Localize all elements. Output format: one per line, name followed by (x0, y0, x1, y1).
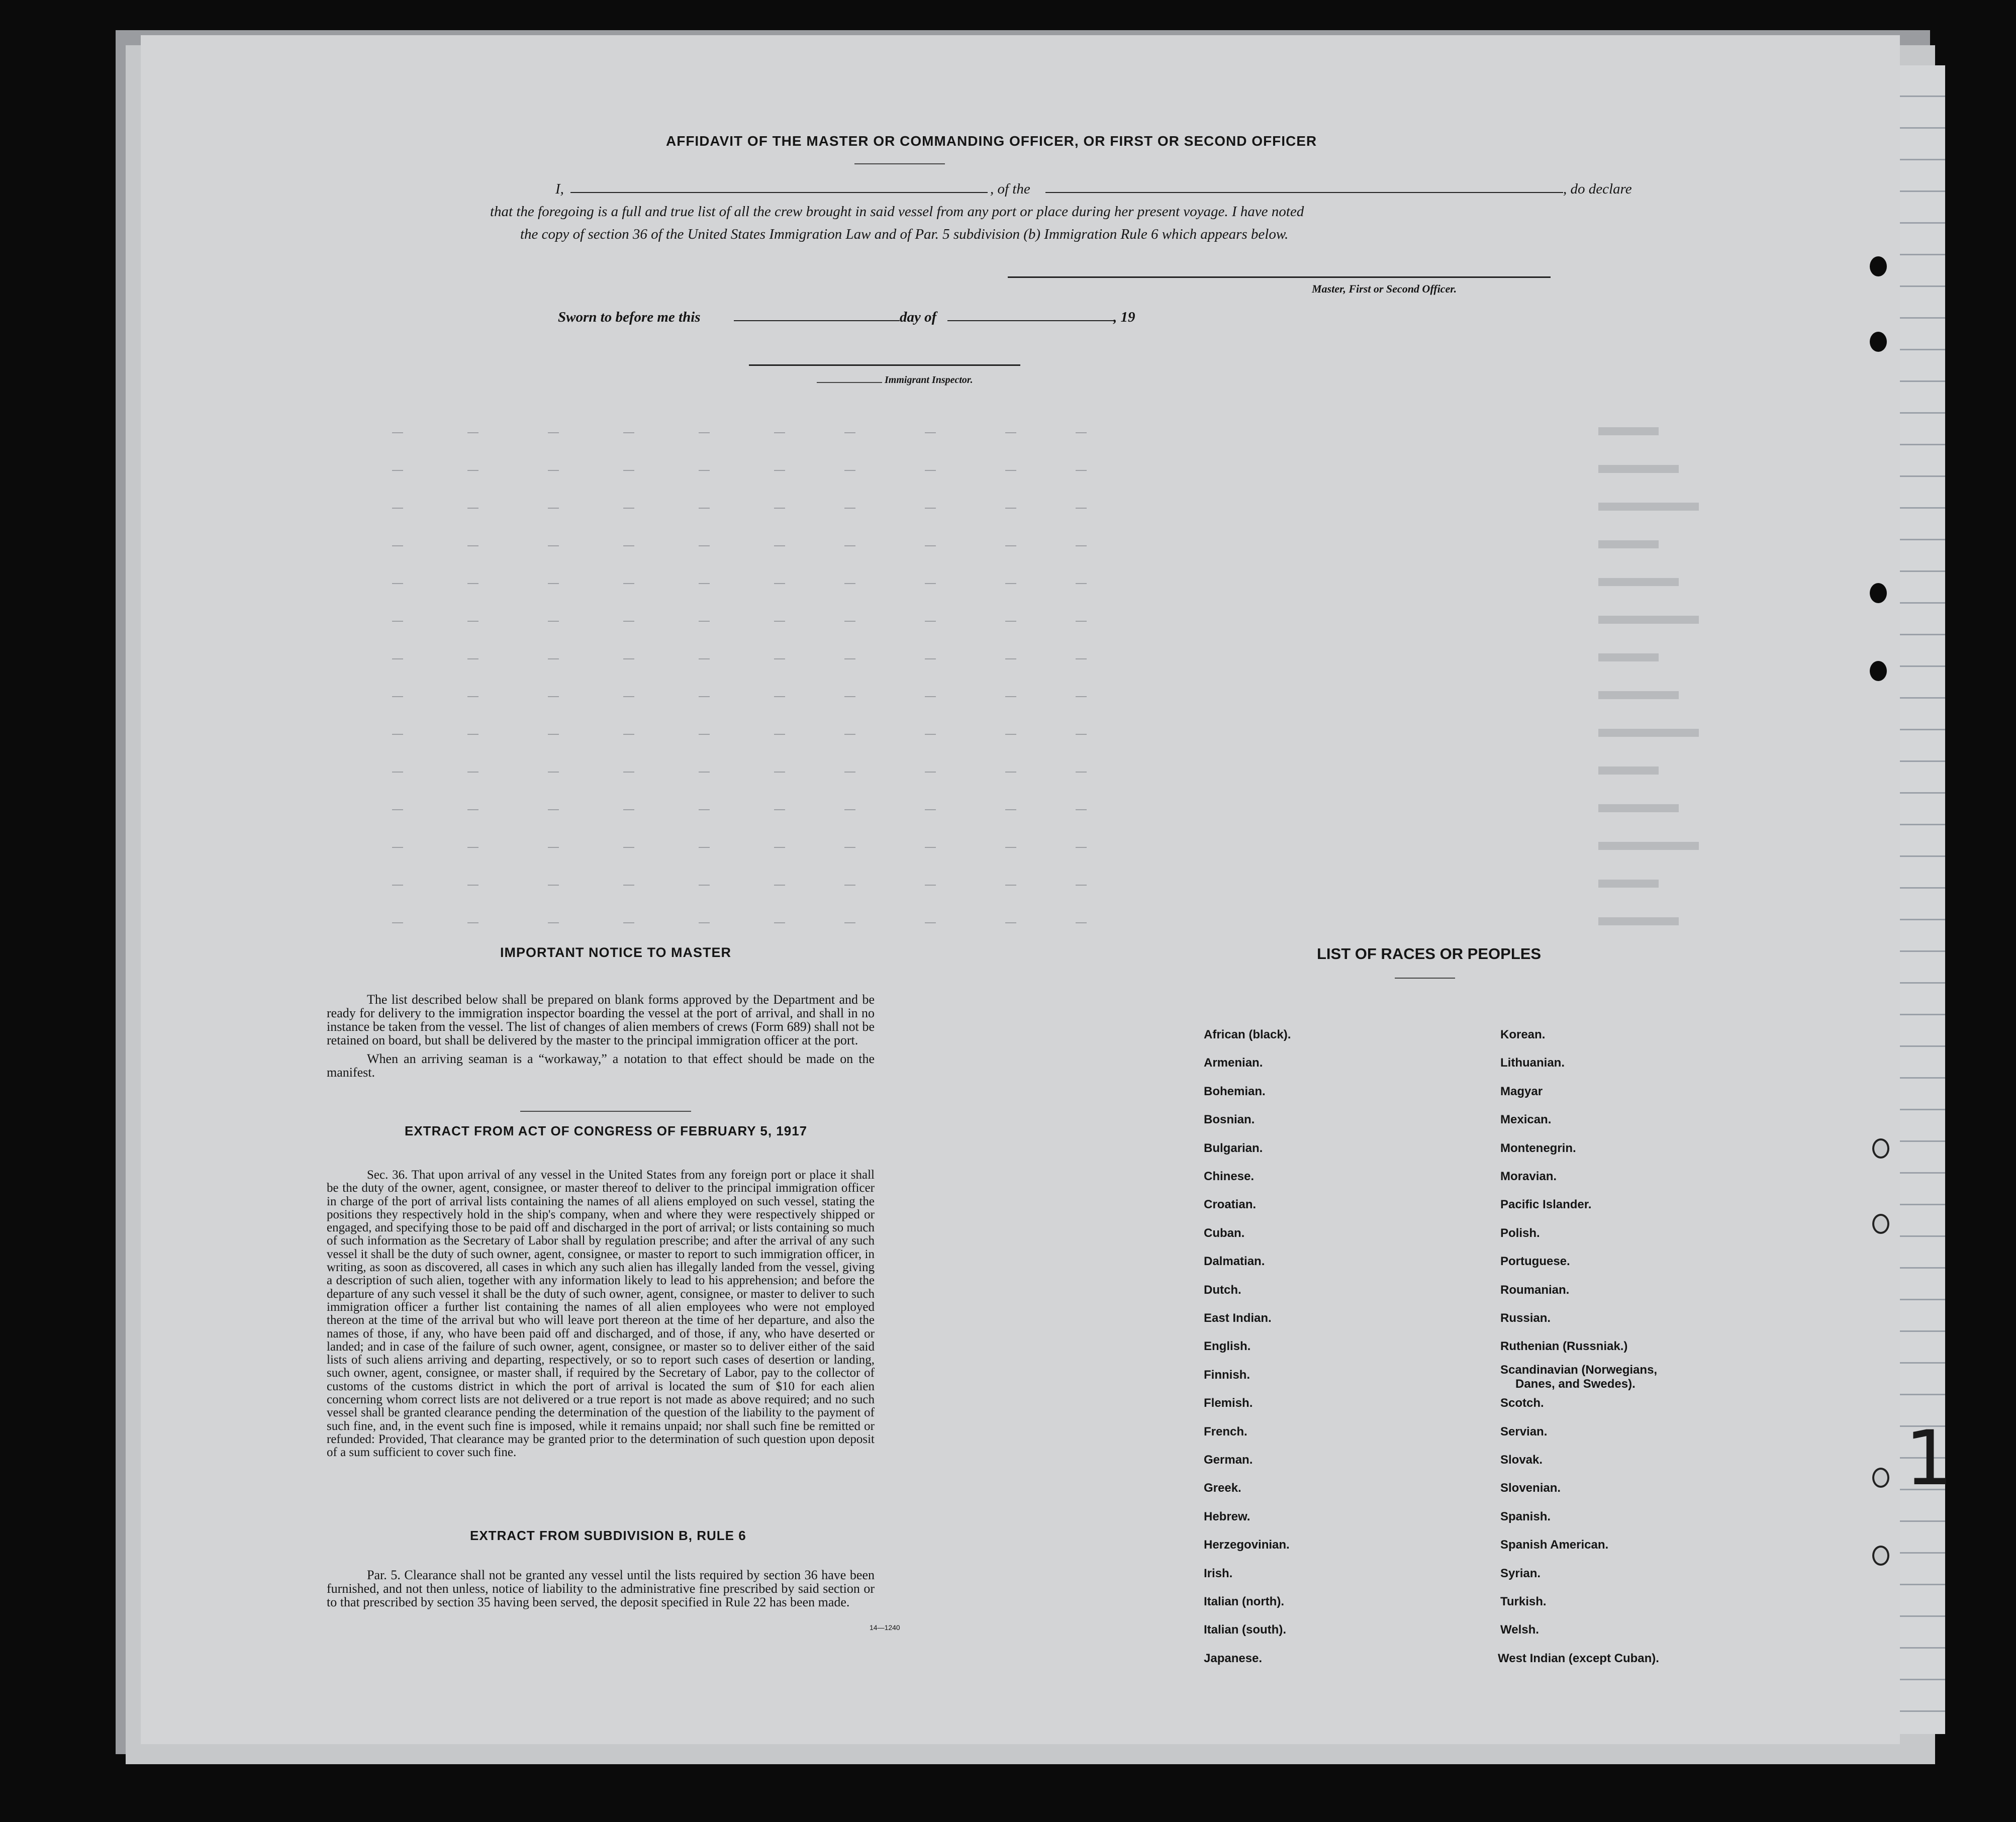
bleed-through-dash (548, 885, 559, 886)
race-item: Greek. (1204, 1481, 1241, 1495)
bleed-through-dash (467, 847, 478, 848)
race-item: Croatian. (1204, 1198, 1257, 1212)
bleed-through-text (1598, 917, 1679, 925)
bleed-through-text (1598, 804, 1679, 812)
binder-hole (1872, 1468, 1889, 1488)
bleed-through-dash (699, 470, 710, 471)
race-item: Ruthenian (Russniak.) (1500, 1339, 1628, 1354)
race-item: Spanish. (1500, 1509, 1551, 1523)
bleed-through-dash (844, 696, 855, 697)
binder-hole (1870, 332, 1887, 352)
vessel-name-line[interactable] (1045, 192, 1563, 193)
race-item: Moravian. (1500, 1170, 1557, 1183)
race-item-continuation: Danes, and Swedes). (1515, 1377, 1636, 1391)
bleed-through-dash (925, 885, 936, 886)
bleed-through-dash (623, 658, 634, 659)
bleed-through-dash (548, 432, 559, 433)
bleed-through-dash (1076, 508, 1087, 509)
bleed-through-dash (623, 847, 634, 848)
rule-extract-title: EXTRACT FROM SUBDIVISION B, RULE 6 (470, 1528, 746, 1543)
race-item: Finnish. (1204, 1368, 1250, 1382)
bleed-through-dash (1076, 583, 1087, 584)
bleed-through-dash (844, 847, 855, 848)
bleed-through-text (1598, 691, 1679, 699)
race-item: Scotch. (1500, 1396, 1544, 1410)
bleed-through-dash (774, 734, 785, 735)
bleed-through-dash (548, 809, 559, 810)
bleed-through-dash (844, 885, 855, 886)
bleed-through-dash (548, 470, 559, 471)
bleed-through-dash (392, 583, 403, 584)
bleed-through-dash (1076, 470, 1087, 471)
form-sheet (141, 35, 1953, 1744)
bleed-through-text (1598, 653, 1659, 661)
race-item: Italian (south). (1204, 1623, 1286, 1637)
race-item: Bulgarian. (1204, 1141, 1263, 1155)
bleed-through-dash (925, 432, 936, 433)
bleed-through-text (1598, 540, 1659, 548)
bleed-through-dash (925, 696, 936, 697)
bleed-through-dash (699, 432, 710, 433)
sworn-month-line[interactable] (947, 320, 1113, 321)
declarant-name-line[interactable] (570, 192, 988, 193)
bleed-through-dash (467, 658, 478, 659)
race-item: Slovak. (1500, 1453, 1543, 1467)
bleed-through-text (1598, 766, 1659, 775)
race-item: Russian. (1500, 1311, 1551, 1325)
bleed-through-dash (699, 847, 710, 848)
bleed-through-dash (699, 809, 710, 810)
bleed-through-dash (925, 470, 936, 471)
race-item: Magyar (1500, 1084, 1543, 1098)
race-item: Flemish. (1204, 1396, 1253, 1410)
race-item: Servian. (1500, 1424, 1548, 1439)
binder-hole (1870, 256, 1887, 276)
bleed-through-dash (467, 734, 478, 735)
races-rule (1395, 978, 1455, 979)
bleed-through-dash (467, 922, 478, 923)
race-item: Roumanian. (1500, 1283, 1570, 1297)
bleed-through-dash (844, 658, 855, 659)
bleed-through-dash (844, 545, 855, 546)
bleed-through-dash (1076, 847, 1087, 848)
bleed-through-dash (1005, 545, 1016, 546)
bleed-through-dash (925, 621, 936, 622)
day-of-label: day of (900, 309, 937, 325)
bleed-through-dash (623, 696, 634, 697)
race-item: Chinese. (1204, 1170, 1255, 1183)
bleed-through-dash (1076, 696, 1087, 697)
bleed-through-dash (925, 658, 936, 659)
affidavit-of-the: , of the (990, 181, 1030, 197)
race-item: West Indian (except Cuban). (1498, 1651, 1659, 1665)
bleed-through-dash (1005, 470, 1016, 471)
notice-text (327, 993, 875, 1084)
bleed-through-dash (392, 621, 403, 622)
bleed-through-dash (548, 696, 559, 697)
bleed-through-dash (774, 885, 785, 886)
bleed-through-dash (699, 621, 710, 622)
bleed-through-dash (392, 545, 403, 546)
bleed-through-dash (548, 545, 559, 546)
margin-handwritten-mark: 1 (1905, 1415, 1953, 1502)
bleed-through-dash (699, 583, 710, 584)
race-item: Bosnian. (1204, 1113, 1255, 1127)
bleed-through-dash (699, 658, 710, 659)
race-item: French. (1204, 1424, 1247, 1439)
bleed-through-dash (467, 432, 478, 433)
bleed-through-dash (623, 432, 634, 433)
bleed-through-dash (548, 621, 559, 622)
bleed-through-dash (1005, 847, 1016, 848)
bleed-through-dash (623, 583, 634, 584)
year-label: , 19 (1113, 309, 1135, 325)
bleed-through-dash (623, 508, 634, 509)
bleed-through-dash (623, 470, 634, 471)
race-item: English. (1204, 1339, 1251, 1354)
bleed-through-dash (392, 508, 403, 509)
bleed-through-text (1598, 427, 1659, 435)
master-signature-line[interactable] (1008, 276, 1551, 278)
race-item: Armenian. (1204, 1056, 1263, 1070)
notice-paragraph-1: The list described below shall be prepared on blank forms approved by the Department and be ready for delivery to the immigration inspector boarding the vessel at the port of arrival, and shall in no instance be taken from the vessel. The list of changes of alien members of crews (Form 689) shall not be retained on board, but shall be delivered by the master to the principal immigration officer at the port. (327, 992, 875, 1047)
bleed-through-dash (467, 583, 478, 584)
bleed-through-dash (844, 734, 855, 735)
race-item: Lithuanian. (1500, 1056, 1565, 1070)
race-item: African (black). (1204, 1028, 1291, 1041)
inspector-short-line (817, 382, 882, 383)
bleed-through-dash (548, 922, 559, 923)
bleed-through-dash (623, 809, 634, 810)
bleed-through-dash (392, 470, 403, 471)
bleed-through-text (1598, 465, 1679, 473)
races-title: LIST OF RACES OR PEOPLES (1317, 945, 1542, 963)
race-item: Dalmatian. (1204, 1255, 1265, 1269)
title-rule (854, 163, 945, 164)
affidavit-declare: , do declare (1563, 181, 1632, 197)
bleed-through-dash (774, 658, 785, 659)
bleed-through-dash (392, 772, 403, 773)
race-item: Slovenian. (1500, 1481, 1561, 1495)
bleed-through-dash (774, 696, 785, 697)
act-extract-paragraph: Sec. 36. That upon arrival of any vessel in the United States from any foreign port or place it shall be the duty of the owner, agent, consignee, or master thereof to deliver to the principal immigration officer in charge of the port of arrival lists containing the names of all aliens employed on such vessel, stating the positions they respectively hold in the ship's company, when and where they were respectively shipped or engaged, and specifying those to be paid off and discharged in the port of arrival; or lists containing so much of such information as the Secretary of Labor shall by regulation prescribe; and after the arrival of any such vessel it shall be the duty of such owner, agent, consignee, or master to report to such immigration officer, in writing, as soon as discovered, all cases in which any such alien has illegally landed from the vessel, giving a description of such alien, together with any information likely to lead to his apprehension; and before the departure of any such vessel it shall be the duty of such owner, agent, consignee, or master to deliver to such immigration officer a further list containing the names of all alien employees who were not employed thereon at the time of the arrival but who will leave port thereon at the time of her departure, and also the names of those, if any, who have been paid off and discharged, and of those, if any, who have deserted or landed; and in case of the failure of such owner, agent, consignee, or master so to deliver either of the said lists of such aliens arriving and departing, respectively, or so to report such cases of desertion or landing, such owner, agent, consignee, or master shall, if required by the Secretary of Labor, pay to the collector of customs of the customs district in which the port of arrival is located the sum of $10 for each alien concerning whom correct lists are not delivered or a true report is not made as above required; and no such vessel shall be granted clearance pending the determination of the question of the liability to the payment of such fine, and, in the event such fine is imposed, while it remains unpaid; nor shall such fine be remitted or refunded: Provided, That clearance may be granted prior to the determination of such question upon deposit of a sum sufficient to cover such fine. (327, 1168, 875, 1460)
bleed-through-dash (925, 847, 936, 848)
race-item: Dutch. (1204, 1283, 1241, 1297)
bleed-through-dash (467, 545, 478, 546)
bleed-through-dash (1005, 772, 1016, 773)
sworn-day-line[interactable] (734, 320, 900, 321)
bleed-through-dash (1005, 696, 1016, 697)
notice-rule (520, 1111, 691, 1112)
bleed-through-dash (467, 885, 478, 886)
bleed-through-dash (392, 809, 403, 810)
bleed-through-dash (1076, 772, 1087, 773)
bleed-through-dash (844, 809, 855, 810)
bleed-through-dash (1005, 432, 1016, 433)
bleed-through-dash (623, 621, 634, 622)
race-item: Polish. (1500, 1226, 1540, 1240)
bleed-through-dash (1076, 545, 1087, 546)
bleed-through-dash (925, 809, 936, 810)
bleed-through-dash (392, 734, 403, 735)
notice-title: IMPORTANT NOTICE TO MASTER (500, 945, 731, 960)
bleed-through-dash (844, 772, 855, 773)
bleed-through-dash (844, 583, 855, 584)
bleed-through-dash (774, 772, 785, 773)
bleed-through-dash (392, 658, 403, 659)
bleed-through-dash (774, 432, 785, 433)
race-item: German. (1204, 1453, 1253, 1467)
bleed-through-dash (623, 545, 634, 546)
race-item: Herzegovinian. (1204, 1538, 1290, 1552)
bleed-through-dash (925, 583, 936, 584)
bleed-through-dash (699, 772, 710, 773)
bleed-through-dash (548, 847, 559, 848)
bleed-through-dash (623, 922, 634, 923)
race-item: Pacific Islander. (1500, 1198, 1592, 1212)
bleed-through-text (1598, 616, 1699, 624)
bleed-through-dash (467, 696, 478, 697)
bleed-through-dash (1005, 621, 1016, 622)
race-item: Syrian. (1500, 1566, 1541, 1580)
race-item: Bohemian. (1204, 1084, 1266, 1098)
race-item: Japanese. (1204, 1651, 1263, 1665)
bleed-through-dash (844, 922, 855, 923)
race-item: Irish. (1204, 1566, 1233, 1580)
bleed-through-dash (699, 545, 710, 546)
bleed-through-dash (774, 922, 785, 923)
bleed-through-dash (548, 583, 559, 584)
bleed-through-dash (1076, 734, 1087, 735)
bleed-through-dash (1076, 922, 1087, 923)
act-extract-title: EXTRACT FROM ACT OF CONGRESS OF FEBRUARY 5, 1917 (405, 1123, 808, 1138)
binder-hole (1870, 661, 1887, 681)
race-item: Hebrew. (1204, 1509, 1251, 1523)
master-signature-label: Master, First or Second Officer. (1312, 282, 1457, 295)
bleed-through-dash (844, 432, 855, 433)
bleed-through-dash (548, 658, 559, 659)
race-item: Scandinavian (Norwegians, (1500, 1363, 1658, 1377)
bleed-through-dash (844, 508, 855, 509)
bleed-through-dash (925, 922, 936, 923)
bleed-through-dash (1005, 658, 1016, 659)
bleed-through-dash (925, 734, 936, 735)
bleed-through-dash (1076, 658, 1087, 659)
sworn-label: Sworn to before me this (558, 309, 701, 325)
bleed-through-dash (774, 621, 785, 622)
bleed-through-text (1598, 729, 1699, 737)
bleed-through-dash (699, 885, 710, 886)
bleed-through-text (1598, 842, 1699, 850)
bleed-through-dash (548, 734, 559, 735)
race-item: Korean. (1500, 1028, 1546, 1041)
affidavit-i: I, (555, 181, 564, 197)
race-item: Montenegrin. (1500, 1141, 1576, 1155)
inspector-signature-line[interactable] (749, 364, 1020, 366)
bleed-through-dash (548, 772, 559, 773)
binder-hole (1872, 1214, 1889, 1234)
binder-hole (1872, 1546, 1889, 1566)
bleed-through-dash (1076, 809, 1087, 810)
rule-extract-paragraph: Par. 5. Clearance shall not be granted any vessel until the lists required by section 36 have been furnished, and not then unless, notice of liability to the administrative fine prescribed by said section or to that prescribed by section 35 having been served, the deposit specified in Rule 22 has been made. (327, 1568, 875, 1609)
bleed-through-dash (774, 847, 785, 848)
bleed-through-dash (623, 885, 634, 886)
bleed-through-dash (1005, 734, 1016, 735)
bleed-through-dash (467, 809, 478, 810)
bleed-through-dash (1005, 508, 1016, 509)
race-item: Welsh. (1500, 1623, 1539, 1637)
bleed-through-text (1598, 578, 1679, 586)
bleed-through-dash (467, 621, 478, 622)
bleed-through-dash (467, 470, 478, 471)
bleed-through-dash (774, 809, 785, 810)
bleed-through-dash (925, 545, 936, 546)
rule-extract-text (327, 1568, 875, 1614)
notice-paragraph-2: When an arriving seaman is a “workaway,” a notation to that effect should be made on the manifest. (327, 1051, 875, 1080)
bleed-through-dash (1005, 922, 1016, 923)
act-extract-text (327, 1169, 875, 1465)
affidavit-title: AFFIDAVIT OF THE MASTER OR COMMANDING OFFICER, OR FIRST OR SECOND OFFICER (666, 133, 1317, 149)
bleed-through-dash (1005, 583, 1016, 584)
bleed-through-dash (774, 508, 785, 509)
bleed-through-dash (392, 922, 403, 923)
bleed-through-dash (1076, 621, 1087, 622)
race-item: Italian (north). (1204, 1595, 1284, 1608)
bleed-through-dash (844, 621, 855, 622)
bleed-through-dash (1005, 885, 1016, 886)
bleed-through-dash (699, 696, 710, 697)
affidavit-line-3: the copy of section 36 of the United States Immigration Law and of Par. 5 subdivision (b) Immigration Rule 6 which appears below. (520, 226, 1289, 242)
race-item: Mexican. (1500, 1113, 1552, 1127)
binder-hole (1872, 1138, 1889, 1159)
bleed-through-dash (774, 583, 785, 584)
bleed-through-dash (392, 885, 403, 886)
bleed-through-dash (1076, 432, 1087, 433)
race-item: Cuban. (1204, 1226, 1245, 1240)
affidavit-line-2: that the foregoing is a full and true list of all the crew brought in said vessel from any port or place during her present voyage. I have noted (490, 204, 1304, 220)
bleed-through-dash (392, 432, 403, 433)
bleed-through-dash (774, 470, 785, 471)
bleed-through-dash (392, 696, 403, 697)
bleed-through-dash (392, 847, 403, 848)
bleed-through-dash (467, 508, 478, 509)
form-number: 14—1240 (870, 1623, 900, 1632)
bleed-through-dash (699, 922, 710, 923)
bleed-through-dash (925, 772, 936, 773)
bleed-through-dash (1005, 809, 1016, 810)
bleed-through-dash (623, 734, 634, 735)
bleed-through-dash (1076, 885, 1087, 886)
bleed-through-text (1598, 880, 1659, 888)
bleed-through-dash (623, 772, 634, 773)
bleed-through-dash (548, 508, 559, 509)
binder-hole (1870, 583, 1887, 603)
bleed-through-dash (925, 508, 936, 509)
bleed-through-dash (467, 772, 478, 773)
bleed-through-dash (844, 470, 855, 471)
bleed-through-dash (774, 545, 785, 546)
bleed-through-dash (699, 508, 710, 509)
race-item: Spanish American. (1500, 1538, 1609, 1552)
inspector-label: Immigrant Inspector. (885, 374, 973, 386)
bleed-through-text (1598, 503, 1699, 511)
race-item: Portuguese. (1500, 1255, 1570, 1269)
bleed-through-dash (699, 734, 710, 735)
race-item: Turkish. (1500, 1595, 1547, 1608)
race-item: East Indian. (1204, 1311, 1272, 1325)
